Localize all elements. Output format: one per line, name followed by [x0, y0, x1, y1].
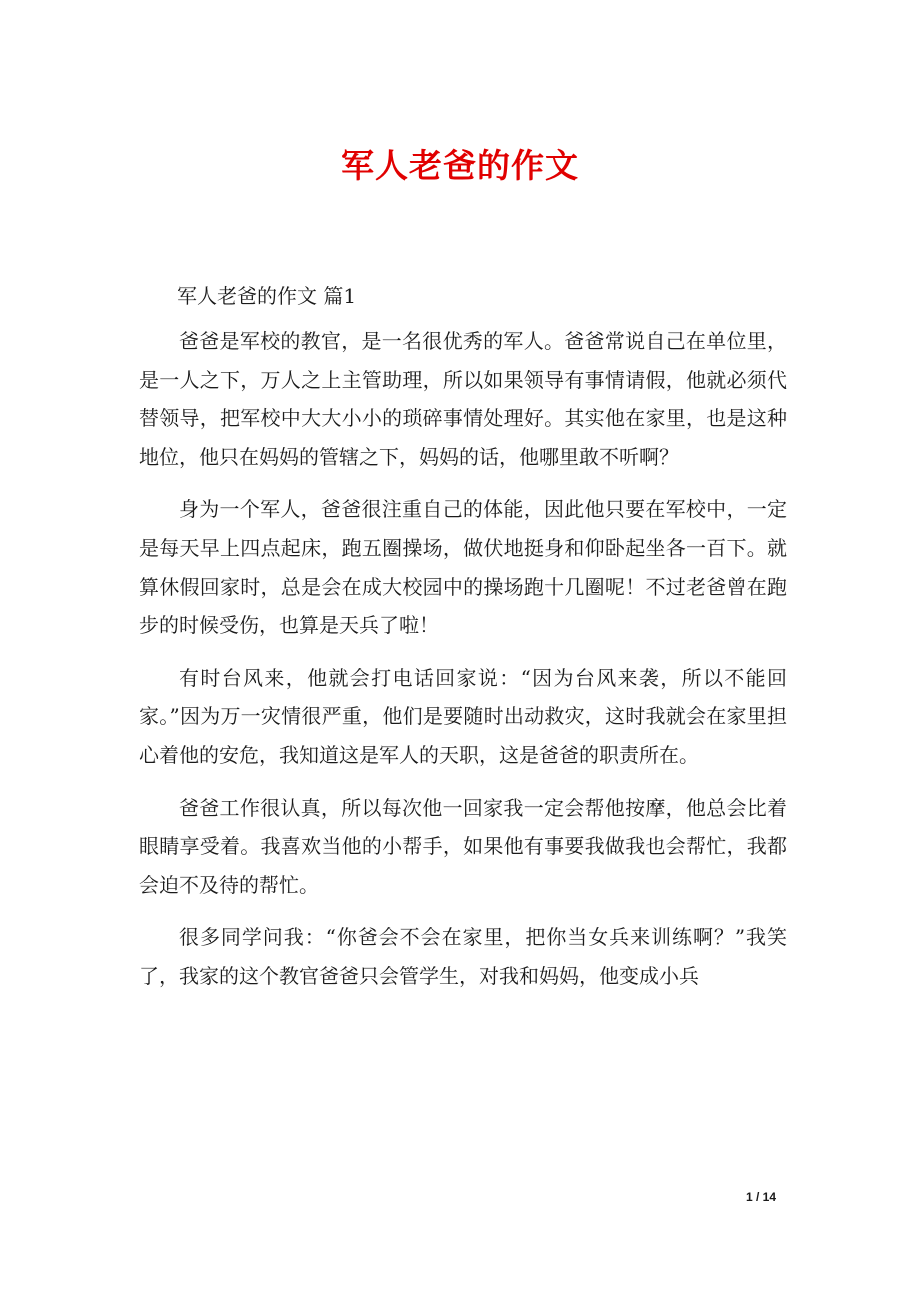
- paragraph: 爸爸工作很认真，所以每次他一回家我一定会帮他按摩，他总会比着眼睛享受着。我喜欢当他的小帮手，如果他有事要我做我也会帮忙，我都会迫不及待的帮忙。: [139, 795, 787, 897]
- page-number: 1 / 14: [746, 1190, 777, 1204]
- paragraph: 很多同学问我：“你爸会不会在家里，把你当女兵来训练啊？”我笑了，我家的这个教官爸爸只会管学生，对我和妈妈，他变成小兵: [139, 925, 787, 988]
- essay-heading: 军人老爸的作文 篇1: [177, 284, 357, 308]
- paragraph: 有时台风来，他就会打电话回家说：“因为台风来袭，所以不能回家。”因为万一灾情很严重，他们是要随时出动救灾，这时我就会在家里担心着他的安危，我知道这是军人的天职，这是爸爸的职责所在。: [139, 665, 787, 767]
- document-title: 军人老爸的作文: [341, 146, 579, 185]
- paragraph: 爸爸是军校的教官，是一名很优秀的军人。爸爸常说自己在单位里，是一人之下，万人之上主管助理，所以如果领导有事情请假，他就必须代替领导，把军校中大大小小的琐碎事情处理好。其实他在家里，也是这种地位，他只在妈妈的管辖之下，妈妈的话，他哪里敢不听啊？: [139, 329, 787, 469]
- essay-body: [139, 322, 787, 1010]
- paragraph: 身为一个军人，爸爸很注重自己的体能，因此他只要在军校中，一定是每天早上四点起床，跑五圈操场，做伏地挺身和仰卧起坐各一百下。就算休假回家时，总是会在成大校园中的操场跑十几圈呢！不过老爸曾在跑步的时候受伤，也算是天兵了啦！: [139, 497, 787, 638]
